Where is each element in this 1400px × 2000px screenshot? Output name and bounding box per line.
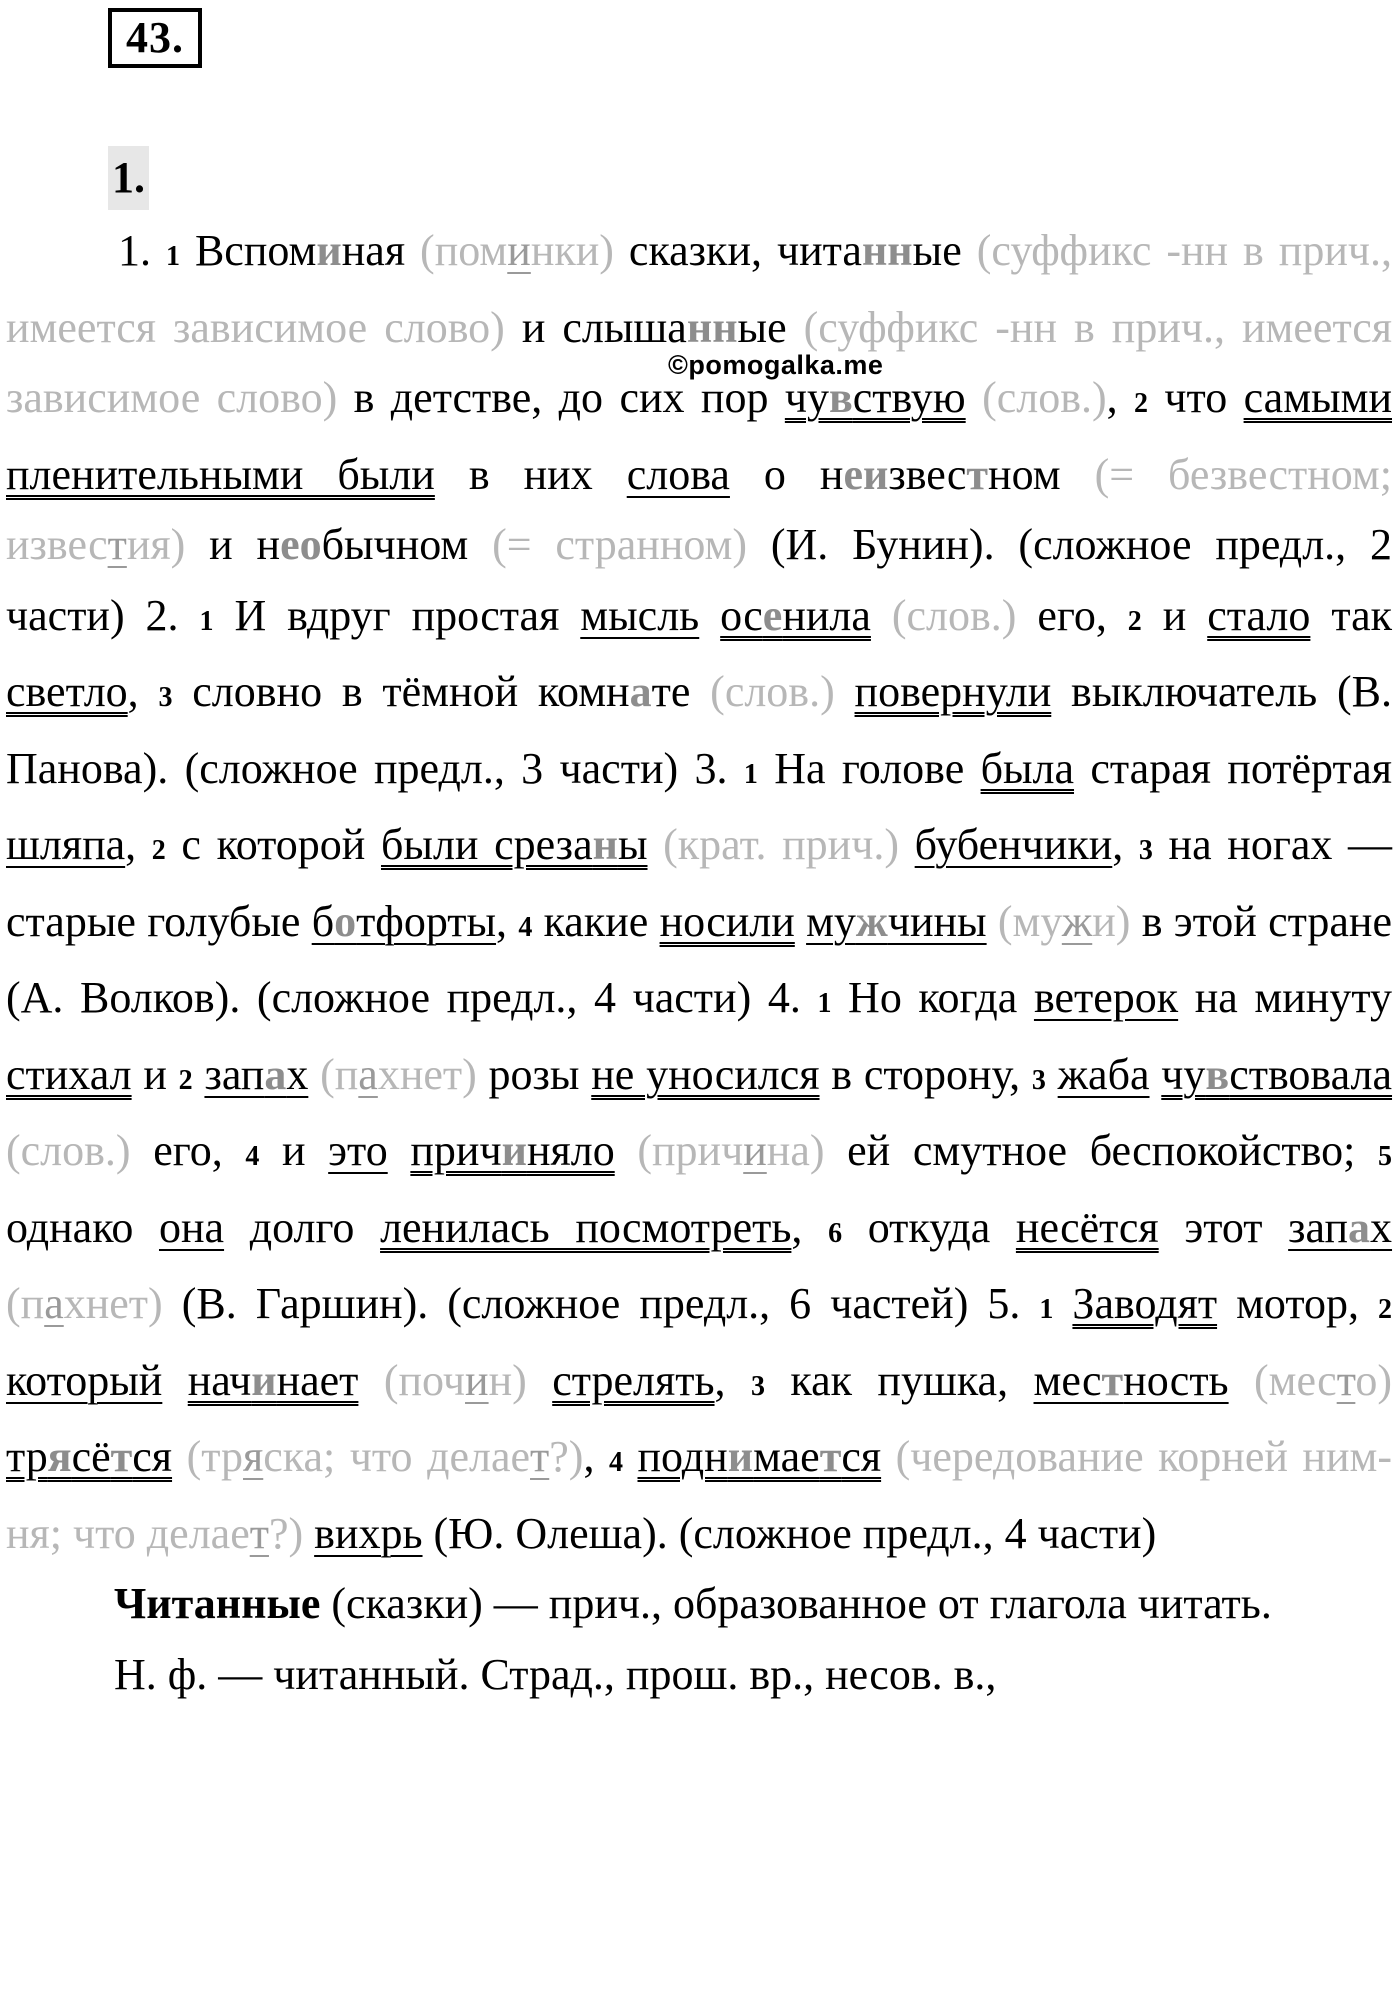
check-note	[320, 1050, 477, 1099]
text-fragment: мотор,	[1217, 1279, 1379, 1328]
check-note: (суффикс -нн в прич., имеется зависимое слово)	[6, 302, 1392, 422]
predicate	[410, 1126, 614, 1175]
part-number: 1	[1039, 1294, 1054, 1325]
predicate	[720, 591, 871, 640]
check-note	[6, 1279, 163, 1328]
text-fragment: в детстве, до сих пор	[337, 373, 785, 422]
text-fragment: (И. Бунин). (сложное предл., 2 части) 2.	[6, 520, 1392, 640]
word-part: сё	[71, 1432, 111, 1481]
text-fragment: на минуту	[1178, 973, 1392, 1022]
predicate: стало	[1207, 590, 1311, 640]
part-number: 1	[199, 605, 214, 637]
predicate	[638, 1432, 882, 1481]
text-fragment: 1.	[118, 226, 166, 275]
word-part: ы	[617, 820, 648, 869]
text-fragment: звес	[888, 449, 967, 499]
text-fragment: как пушка,	[764, 1355, 1034, 1405]
part-number: 6	[828, 1217, 843, 1249]
orthogram-letter: н	[592, 820, 618, 869]
text-fragment: ,	[791, 1202, 829, 1252]
predicate: стихал	[6, 1049, 132, 1099]
text-fragment	[303, 1509, 314, 1558]
check-orthogram: т	[1336, 1355, 1356, 1405]
text-fragment	[162, 1356, 187, 1405]
text-fragment	[615, 1126, 638, 1175]
text-fragment	[871, 591, 892, 640]
text-fragment	[881, 1432, 896, 1481]
text-fragment: сказки, чита	[613, 226, 862, 275]
word-part: чу	[784, 373, 829, 422]
orthogram-letter: т	[819, 1432, 842, 1481]
check-note: (суффикс -нн в прич., имеется зависимое слово)	[6, 226, 1393, 352]
check-orthogram: и	[507, 226, 531, 275]
check-orthogram: и	[743, 1126, 767, 1175]
orthogram-letter: е	[762, 590, 783, 640]
word-part: ся	[841, 1432, 882, 1481]
check-note-text: ска; что делае	[263, 1432, 531, 1481]
part-number: 4	[518, 911, 533, 943]
subject: ветерок	[1033, 973, 1179, 1022]
orthogram-letter: и	[501, 1126, 527, 1175]
part-number: 2	[178, 1064, 193, 1096]
predicate: была	[980, 743, 1075, 793]
text-fragment	[1046, 1050, 1058, 1099]
predicate	[785, 373, 966, 422]
subject: бубенчики	[914, 820, 1113, 869]
orthogram-letter: нн	[686, 302, 738, 352]
check-note-text: и)	[1092, 896, 1131, 946]
text-fragment: его,	[1016, 590, 1128, 640]
text-fragment	[1229, 1356, 1254, 1405]
text-fragment: ,	[1106, 373, 1135, 422]
text-fragment: бычном	[321, 520, 493, 569]
text-fragment: что	[1148, 373, 1244, 422]
text-fragment	[835, 667, 855, 716]
check-note-text: (мес	[1254, 1355, 1337, 1405]
part-number: 5	[1378, 1141, 1393, 1172]
part-number: 3	[750, 1370, 765, 1402]
text-fragment	[987, 897, 998, 946]
text-fragment: ,	[125, 820, 152, 869]
text-fragment	[648, 820, 664, 869]
orthogram-letter: ео	[280, 520, 322, 569]
text-fragment	[527, 1356, 552, 1405]
check-orthogram: я	[243, 1432, 264, 1481]
word-part: нает	[276, 1355, 359, 1405]
word-part: няло	[526, 1126, 615, 1175]
subject: вихрь	[314, 1508, 423, 1558]
text-fragment: ,	[1112, 820, 1139, 869]
text-fragment	[193, 1050, 205, 1099]
predicate: светло	[6, 667, 128, 716]
check-orthogram: и	[465, 1355, 489, 1405]
part-number: 1	[817, 988, 832, 1019]
check-orthogram: т	[249, 1508, 269, 1558]
text-fragment: словно в тёмной комн	[172, 667, 630, 716]
text-fragment: какие	[532, 896, 660, 946]
predicate: самыми пленительными были	[6, 373, 1392, 499]
check-note-text: (му	[997, 896, 1062, 946]
check-note	[1254, 1356, 1392, 1405]
predicate	[188, 1356, 359, 1405]
participle-paragraph	[6, 1569, 1392, 1640]
check-note-text: (прич	[637, 1126, 744, 1175]
check-note-text: ?)	[549, 1432, 584, 1481]
paragraph-text: Н. ф. — читанный. Страд., прош. вр., несов. в.,	[114, 1649, 997, 1699]
predicate: носили	[659, 896, 795, 946]
orthogram-letter: еи	[843, 449, 889, 499]
orthogram-letter: т	[966, 449, 989, 499]
text-fragment	[308, 1050, 320, 1099]
check-note: (слов.)	[982, 373, 1107, 422]
text-fragment: те	[651, 667, 711, 716]
word-part: нач	[187, 1355, 252, 1405]
part-number: 1	[743, 758, 758, 790]
predicate: не уносился	[591, 1049, 820, 1099]
check-note	[384, 1356, 527, 1405]
analysed-word: Читанные	[114, 1579, 321, 1628]
text-fragment	[1150, 1050, 1162, 1099]
part-number: 2	[151, 835, 166, 866]
check-orthogram: т	[530, 1432, 550, 1481]
part-number: 3	[158, 682, 173, 713]
part-number: 3	[1138, 835, 1153, 866]
predicate: Заводят	[1072, 1279, 1218, 1328]
check-note-text: на)	[766, 1126, 825, 1175]
word-part: мес	[1033, 1355, 1102, 1405]
text-fragment	[899, 820, 915, 869]
text-fragment	[1053, 1279, 1072, 1328]
text-fragment: старая потёртая	[1074, 743, 1392, 793]
check-note	[998, 897, 1131, 946]
text-fragment: ,	[127, 667, 159, 716]
word-part: ся	[132, 1432, 173, 1481]
word-part: ность	[1123, 1355, 1229, 1405]
word-part: му	[806, 896, 856, 946]
text-fragment: И вдруг простая	[213, 590, 581, 640]
text-fragment: розы	[476, 1049, 592, 1099]
word-part: мае	[753, 1432, 820, 1481]
text-fragment	[699, 591, 720, 640]
text-fragment: откуда	[842, 1202, 1016, 1252]
word-part: подн	[637, 1432, 728, 1481]
word-part: ствую	[852, 373, 966, 422]
answer-text	[6, 216, 1392, 1710]
paragraph-text: (сказки) — прич., образованное от глагола читать.	[320, 1579, 1272, 1628]
subject: который	[6, 1355, 163, 1405]
analysis-paragraph	[6, 216, 1392, 1569]
text-fragment: и н	[185, 520, 281, 569]
word-part: тр	[6, 1432, 48, 1481]
check-note: (крат. прич.)	[663, 820, 900, 869]
check-note-text: (= безвестном; извес	[6, 449, 1392, 569]
check-note-text: н)	[488, 1355, 527, 1405]
word-part: х	[1370, 1202, 1393, 1252]
subject	[1288, 1203, 1392, 1252]
text-fragment: и	[131, 1049, 179, 1099]
part-number: 1	[165, 241, 180, 272]
text-fragment: и	[1141, 590, 1208, 640]
orthogram-letter: т	[1101, 1355, 1124, 1405]
check-note-text: ия)	[126, 520, 186, 569]
subject: жаба	[1057, 1049, 1150, 1099]
word-part: чины	[887, 896, 987, 946]
text-fragment: с которой	[165, 820, 381, 869]
text-fragment: ей смутное беспокойство;	[824, 1126, 1379, 1175]
part-number: 2	[1378, 1294, 1393, 1325]
task-number: 43.	[108, 8, 202, 68]
check-note-text: (п	[320, 1049, 359, 1099]
text-fragment	[358, 1356, 383, 1405]
check-note-text: (п	[6, 1279, 45, 1328]
part-number: 2	[1134, 388, 1149, 419]
check-note: (слов.)	[6, 1126, 131, 1175]
morphology-paragraph	[6, 1640, 1392, 1711]
predicate: повернули	[854, 667, 1052, 716]
orthogram-letter: о	[334, 896, 357, 946]
text-fragment: в этой стране (А. Волков). (сложное предл., 4 части) 4.	[6, 896, 1393, 1022]
orthogram-letter: и	[727, 1432, 754, 1481]
check-note-text: ?)	[268, 1508, 304, 1558]
word-part: прич	[410, 1126, 502, 1175]
text-fragment	[623, 1432, 638, 1481]
check-note-text: (поч	[383, 1355, 466, 1405]
word-part: зап	[204, 1049, 265, 1099]
check-note	[420, 226, 614, 275]
text-fragment: долго	[224, 1202, 381, 1252]
word-part: б	[311, 896, 335, 946]
predicate: несётся	[1015, 1202, 1159, 1252]
word-part: ос	[720, 590, 763, 640]
orthogram-letter: я	[47, 1432, 72, 1481]
subject: слова	[626, 449, 730, 499]
text-fragment: ,	[496, 896, 519, 946]
text-fragment	[966, 373, 982, 422]
word-part: были среза	[381, 820, 593, 869]
subject: это	[328, 1126, 388, 1175]
check-note: (слов.)	[710, 667, 835, 716]
text-fragment: так	[1310, 590, 1392, 640]
part-number: 3	[1031, 1064, 1046, 1096]
text-fragment: ном	[988, 449, 1095, 499]
word-part: нила	[782, 590, 871, 640]
text-fragment: ная	[341, 226, 421, 275]
word-part: х	[286, 1049, 309, 1099]
text-fragment: ,	[714, 1355, 751, 1405]
text-fragment	[388, 1126, 411, 1175]
orthogram-letter: нн	[861, 226, 913, 275]
subject	[1034, 1356, 1229, 1405]
subject: мысль	[580, 590, 700, 640]
check-note-text: (пом	[420, 226, 508, 275]
sub-task-number: 1.	[108, 146, 149, 210]
text-fragment: в них	[434, 449, 627, 499]
text-fragment: (В. Гаршин). (сложное предл., 6 частей) 5.	[162, 1279, 1040, 1328]
orthogram-letter: и	[251, 1355, 277, 1405]
subject	[204, 1050, 308, 1099]
word-part: тфорты	[356, 896, 497, 946]
subject: шляпа	[6, 820, 126, 869]
word-part: ствовала	[1229, 1049, 1393, 1099]
part-number: 4	[608, 1447, 623, 1478]
subject	[312, 897, 496, 946]
text-fragment: выключатель (В. Панова). (сложное предл., 3 части) 3.	[6, 667, 1393, 793]
check-orthogram: а	[44, 1279, 64, 1328]
text-fragment: и слыша	[504, 302, 687, 352]
orthogram-letter: ж	[855, 896, 888, 946]
check-note: (= странном)	[492, 520, 747, 569]
orthogram-letter: в	[1205, 1049, 1230, 1099]
orthogram-letter: а	[629, 667, 652, 716]
text-fragment: и	[259, 1126, 329, 1175]
text-fragment	[795, 897, 806, 946]
predicate: ленилась посмотреть	[380, 1202, 792, 1252]
text-fragment: на ногах — старые голубые	[6, 820, 1393, 946]
check-note-text: (тр	[186, 1432, 243, 1481]
text-fragment: Вспом	[179, 226, 317, 275]
text-fragment: о н	[729, 449, 844, 499]
text-fragment: однако	[6, 1202, 159, 1252]
check-orthogram: а	[358, 1049, 378, 1099]
orthogram-letter: т	[110, 1432, 133, 1481]
orthogram-letter: в	[829, 373, 853, 422]
text-fragment: ые	[912, 226, 977, 275]
check-orthogram: т	[107, 520, 127, 569]
predicate	[1161, 1050, 1392, 1099]
predicate: стрелять	[552, 1355, 715, 1405]
predicate	[381, 820, 648, 869]
text-fragment: в сторону,	[819, 1049, 1032, 1099]
text-fragment: этот	[1158, 1202, 1289, 1252]
orthogram-letter: а	[1348, 1202, 1371, 1252]
orthogram-letter: а	[264, 1049, 287, 1099]
check-orthogram: ж	[1061, 896, 1093, 946]
text-fragment: ,	[583, 1432, 609, 1481]
word-part: зап	[1288, 1202, 1349, 1252]
text-fragment: ые	[737, 302, 804, 352]
orthogram-letter: и	[316, 226, 342, 275]
subject: она	[158, 1202, 225, 1252]
watermark: ©pomogalka.me	[668, 350, 884, 380]
word-part: чу	[1161, 1049, 1206, 1099]
text-fragment	[172, 1432, 187, 1481]
subject	[806, 897, 987, 946]
part-number: 2	[1127, 605, 1142, 637]
text-fragment: Но когда	[831, 973, 1034, 1022]
check-note-text: нки)	[530, 226, 614, 275]
check-note-text: хнет)	[63, 1279, 163, 1328]
check-note-text: хнет)	[377, 1049, 477, 1099]
check-note-text: о)	[1355, 1355, 1392, 1405]
text-fragment: На голове	[757, 743, 981, 793]
part-number: 4	[245, 1141, 260, 1172]
text-fragment: (Ю. Олеша). (сложное предл., 4 части)	[422, 1508, 1157, 1558]
predicate	[6, 1432, 172, 1481]
text-fragment: его,	[130, 1126, 246, 1175]
check-note-text: (чередование корней ним-ня; что делае	[6, 1432, 1393, 1558]
check-note	[187, 1432, 584, 1481]
check-note	[637, 1126, 824, 1175]
check-note: (слов.)	[891, 590, 1017, 640]
